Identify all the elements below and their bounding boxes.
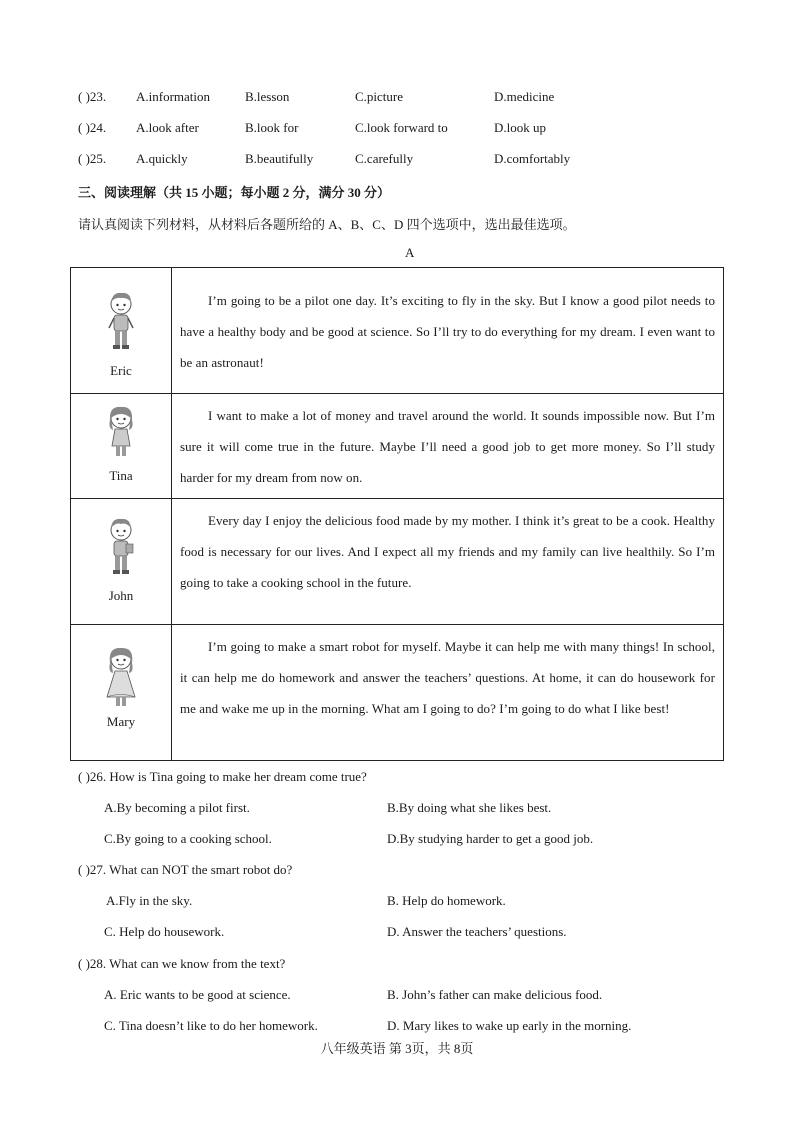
option-c: C. Help do housework. — [104, 924, 225, 939]
passage-text: Every day I enjoy the delicious food made by my mother. I think it’s great to be a cook. Healthy food is necessary for our lives. And I expect all my friends and my family can live healthily. So I’m going to take a cooking school in the future. — [180, 513, 715, 590]
question-26-stem: ( )26. How is Tina going to make her dream come true? — [78, 769, 367, 784]
section-instruction: 请认真阅读下列材料，从材料后各题所给的 A、B、C、D 四个选项中，选出最佳选项。 — [78, 217, 576, 232]
boy-cartoon-icon — [101, 516, 141, 578]
option-b: B. Help do homework. — [387, 893, 506, 908]
passage-label: A — [405, 245, 415, 260]
question-27-stem: ( )27. What can NOT the smart robot do? — [78, 862, 293, 877]
table-row — [71, 268, 724, 394]
passage-cell — [172, 499, 724, 625]
table-row — [71, 394, 724, 499]
person-cell — [71, 499, 172, 625]
boy-cartoon-icon — [101, 290, 141, 356]
option-d: D.comfortably — [494, 151, 571, 166]
option-a: A.By becoming a pilot first. — [104, 800, 250, 815]
person-name: Tina — [109, 468, 133, 483]
girl-cartoon-icon — [101, 404, 141, 460]
option-b: B.By doing what she likes best. — [387, 800, 552, 815]
option-b: B.look for — [245, 120, 299, 135]
person-name: John — [108, 588, 134, 603]
passage-cell — [172, 625, 724, 761]
option-c: C.carefully — [355, 151, 414, 166]
question-number: ( )23. — [78, 89, 107, 104]
option-d: D. Mary likes to wake up early in the morning. — [387, 1018, 632, 1033]
option-c: C.By going to a cooking school. — [104, 831, 272, 846]
option-b: B. John’s father can make delicious food. — [387, 987, 603, 1002]
person-name: Eric — [110, 363, 132, 378]
passage-cell — [172, 394, 724, 499]
passage-text: I’m going to be a pilot one day. It’s exciting to fly in the sky. But I know a good pilot needs to have a healthy body and be good at science. So I’ll try to do everything for my dream. I even want to be an astronaut! — [180, 293, 715, 370]
option-c: C. Tina doesn’t like to do her homework. — [104, 1018, 318, 1033]
page-footer: 八年级英语 第 3页，共 8页 — [320, 1041, 474, 1056]
option-a: A. Eric wants to be good at science. — [104, 987, 291, 1002]
option-d: D.By studying harder to get a good job. — [387, 831, 594, 846]
reading-table — [70, 267, 724, 761]
passage-text: I’m going to make a smart robot for myself. Maybe it can help me with many things! In school, it can help me do homework and answer the teachers’ questions. At home, it can do housework for me and wake me up in the morning. What am I going to do? I’m going to do what I like best! — [180, 639, 715, 716]
passage-cell — [172, 268, 724, 394]
passage-text: I want to make a lot of money and travel around the world. It sounds impossible now. But I’m sure it will come true in the future. Maybe I’ll need a good job to get more money. So I’ll study harder for my dream from now on. — [180, 408, 715, 485]
person-cell — [71, 625, 172, 761]
table-row — [71, 625, 724, 761]
question-number: ( )25. — [78, 151, 107, 166]
option-c: C.look forward to — [355, 120, 448, 135]
section-heading: 三、阅读理解（共 15 小题；每小题 2 分，满分 30 分） — [78, 185, 391, 200]
option-a: A.quickly — [136, 151, 188, 166]
option-c: C.picture — [355, 89, 404, 104]
question-23 — [78, 89, 738, 109]
question-28-stem: ( )28. What can we know from the text? — [78, 956, 286, 971]
question-25 — [78, 151, 738, 171]
option-d: D. Answer the teachers’ questions. — [387, 924, 567, 939]
option-d: D.look up — [494, 120, 546, 135]
option-a: A.look after — [136, 120, 199, 135]
option-a: A.Fly in the sky. — [106, 893, 193, 908]
option-a: A.information — [136, 89, 211, 104]
person-cell — [71, 394, 172, 499]
option-b: B.lesson — [245, 89, 290, 104]
girl-cartoon-icon — [99, 645, 143, 711]
option-d: D.medicine — [494, 89, 555, 104]
question-number: ( )24. — [78, 120, 107, 135]
person-cell — [71, 268, 172, 394]
table-row — [71, 499, 724, 625]
option-b: B.beautifully — [245, 151, 314, 166]
person-name: Mary — [106, 714, 136, 729]
question-24 — [78, 120, 738, 140]
